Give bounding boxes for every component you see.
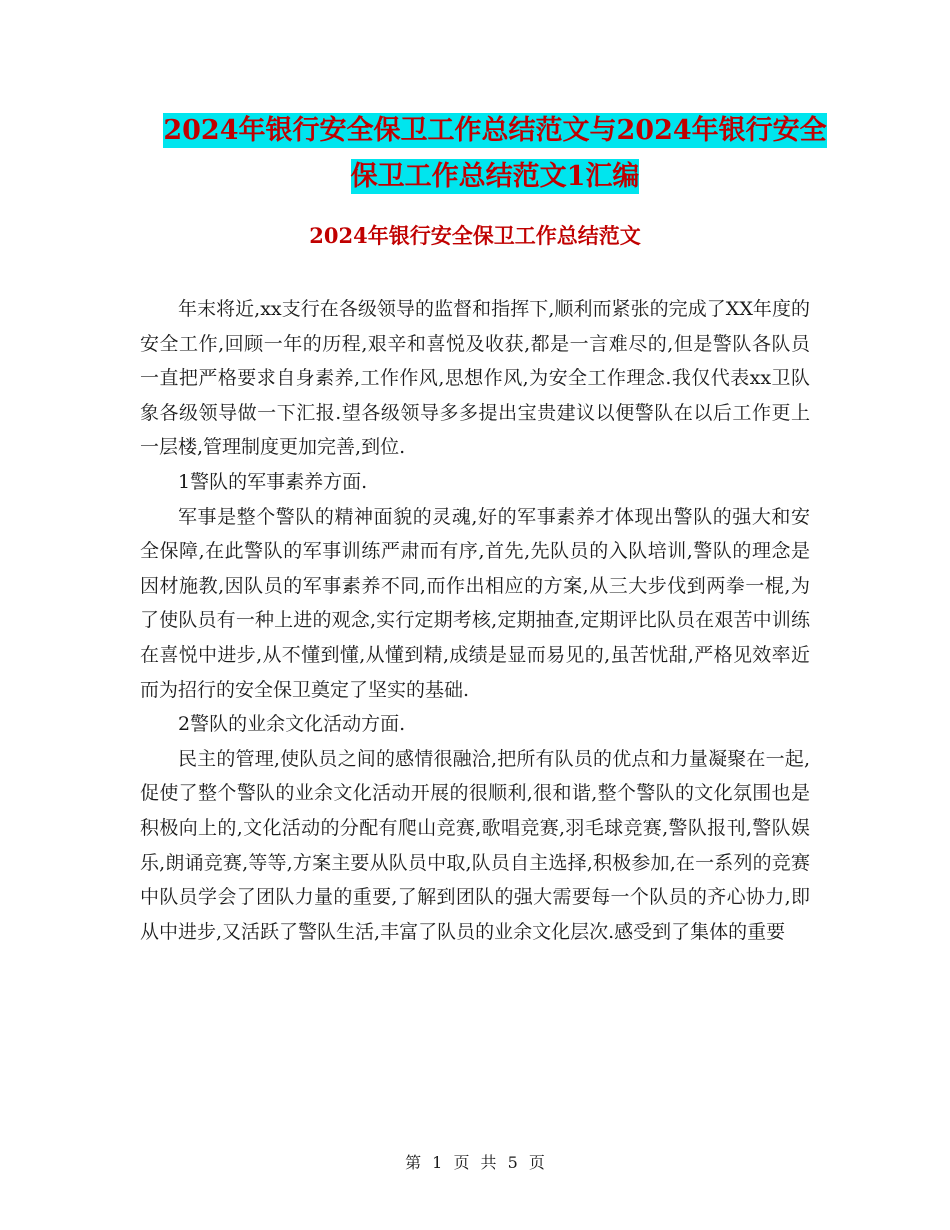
paragraph-intro: 年末将近,xx支行在各级领导的监督和指挥下,顺利而紧张的完成了XX年度的安全工作,回顾一年的历程,艰辛和喜悦及收获,都是一言难尽的,但是警队各队员一直把严格要求自身素养,工作作风,思想作风,为安全工作理念.我仅代表xx卫队象各级领导做一下汇报.望各级领导多多提出宝贵建议以便警队在以后工作更上一层楼,管理制度更加完善,到位. (140, 298, 810, 459)
section-title: 2024年银行安全保卫工作总结范文 (309, 223, 641, 248)
paragraph-military-quality: 军事是整个警队的精神面貌的灵魂,好的军事素养才体现出警队的强大和安全保障,在此警队的军事训练严肃而有序,首先,先队员的入队培训,警队的理念是因材施教,因队员的军事素养不同,而作出相应的方案,从三大步伐到两拳一棍,为了使队员有一种上进的观念,实行定期考核,定期抽查,定期评比队员在艰苦中训练在喜悦中进步,从不懂到懂,从懂到精,成绩是显而易见的,虽苦忧甜,严格见效率近而为招行的安全保卫奠定了坚实的基础. (140, 505, 810, 701)
document-title (140, 108, 850, 200)
heading-cultural-activities: 2警队的业余文化活动方面. (178, 713, 406, 736)
heading-military-quality: 1警队的军事素养方面. (178, 470, 368, 493)
title-line-2: 保卫工作总结范文1汇编 (350, 161, 640, 192)
title-line-1: 2024年银行安全保卫工作总结范文与2024年银行安全 (163, 115, 827, 146)
page-number-footer: 第 1 页 共 5 页 (405, 1153, 545, 1172)
document-body (140, 292, 810, 949)
paragraph-cultural-activities: 民主的管理,使队员之间的感情很融洽,把所有队员的优点和力量凝聚在一起,促使了整个警队的业余文化活动开展的很顺利,很和谐,整个警队的文化氛围也是积极向上的,文化活动的分配有爬山竞赛,歌唱竞赛,羽毛球竞赛,警队报刊,警队娱乐,朗诵竞赛,等等,方案主要从队员中取,队员自主选择,积极参加,在一系列的竞赛中队员学会了团队力量的重要,了解到团队的强大需要每一个队员的齐心协力,即从中进步,又活跃了警队生活,丰富了队员的业余文化层次.感受到了集体的重要 (140, 747, 810, 943)
